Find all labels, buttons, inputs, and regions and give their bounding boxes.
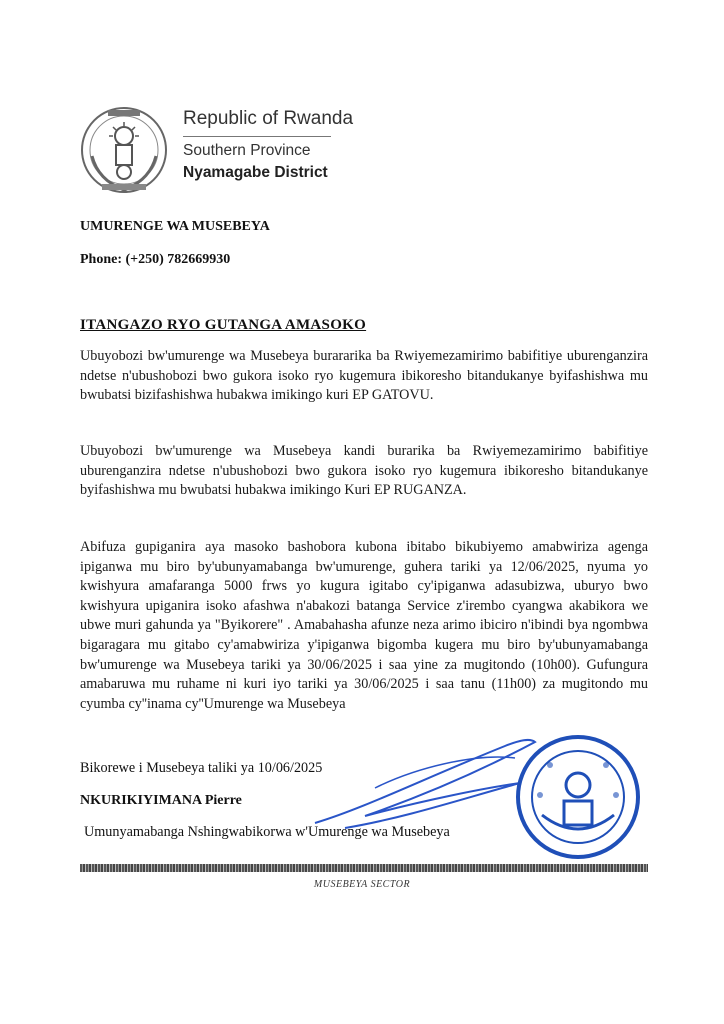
letterhead — [183, 108, 353, 182]
paragraph-ruganza: Ubuyobozi bw'umurenge wa Musebeya kandi burarika ba Rwiyemezamirimo babifitiye uburenganzira ndetse n'ubushobozi bwo gukora isoko ryo kugemura ibikoresho bitandukanye byifashishwa mu bwubatsi hubakwa imikingo Kuri EP RUGANZA. — [80, 443, 648, 499]
sector-name: UMURENGE WA MUSEBEYA — [80, 219, 270, 234]
notice-title: ITANGAZO RYO GUTANGA AMASOKO — [80, 317, 367, 333]
district-name: Nyamagabe District — [183, 164, 328, 181]
footer-sector-label: MUSEBEYA SECTOR — [313, 879, 411, 890]
phone-number: Phone: (+250) 782669930 — [80, 252, 231, 267]
paragraph-instructions: Abifuza gupiganira aya masoko bashobora kubona ibitabo bikubiyemo amabwiriza agenga ipiganwa mu biro by'ubunyamabanga bw'umurenge, guhera tariki ya 12/06/2025, nyuma yo kwishyura amafaranga 5000 frws yo kugura igitabo cy'ipiganwa adasubizwa, uburyo bwo kwishyura upiganira isoko afashwa n'abakozi batanga Service z'irembo cyangwa akabikora we ubwe muri gahunda ya "Byikorere" . Amabahasha afunze neza arimo ibiciro n'ibindi bya ngombwa bigaragara mu gitabo cy'amabwiriza y'ipiganwa bigomba kugera mu biro by'ubunyamabanga bw'umurenge wa Musebeya tariki ya 30/06/2025 i saa yine za mugitondo (10h00). Gufungura amabaruwa mu ruhame ni kuri iyo tariki ya 30/06/2025 i saa tanu (11h00) za mugitondo mu cyumba cy''inama cy''Umurenge wa Musebeya — [80, 539, 648, 712]
footer-divider — [80, 864, 648, 872]
country-name: Republic of Rwanda — [183, 108, 354, 129]
official-stamp-icon — [490, 725, 650, 865]
paragraph-gatovu: Ubuyobozi bw'umurenge wa Musebeya burararika ba Rwiyemezamirimo babifitiye uburenganzira ndetse n'ubushobozi bwo gukora isoko ryo kugemura ibikoresho bitandukanye byifashishwa mu bwubatsi bizifashishwa hubakwa imikingo kuri EP GATOVU. — [80, 348, 648, 404]
signer-name: NKURIKIYIMANA Pierre — [80, 793, 242, 808]
province-name: Southern Province — [183, 142, 311, 159]
letterhead-divider — [183, 136, 331, 137]
date-line: Bikorewe i Musebeya taliki ya 10/06/2025 — [80, 760, 323, 776]
signer-role: Umunyamabanga Nshingwabikorwa w'Umurenge wa Musebeya — [84, 824, 450, 840]
rwanda-coat-of-arms-icon — [78, 100, 170, 200]
